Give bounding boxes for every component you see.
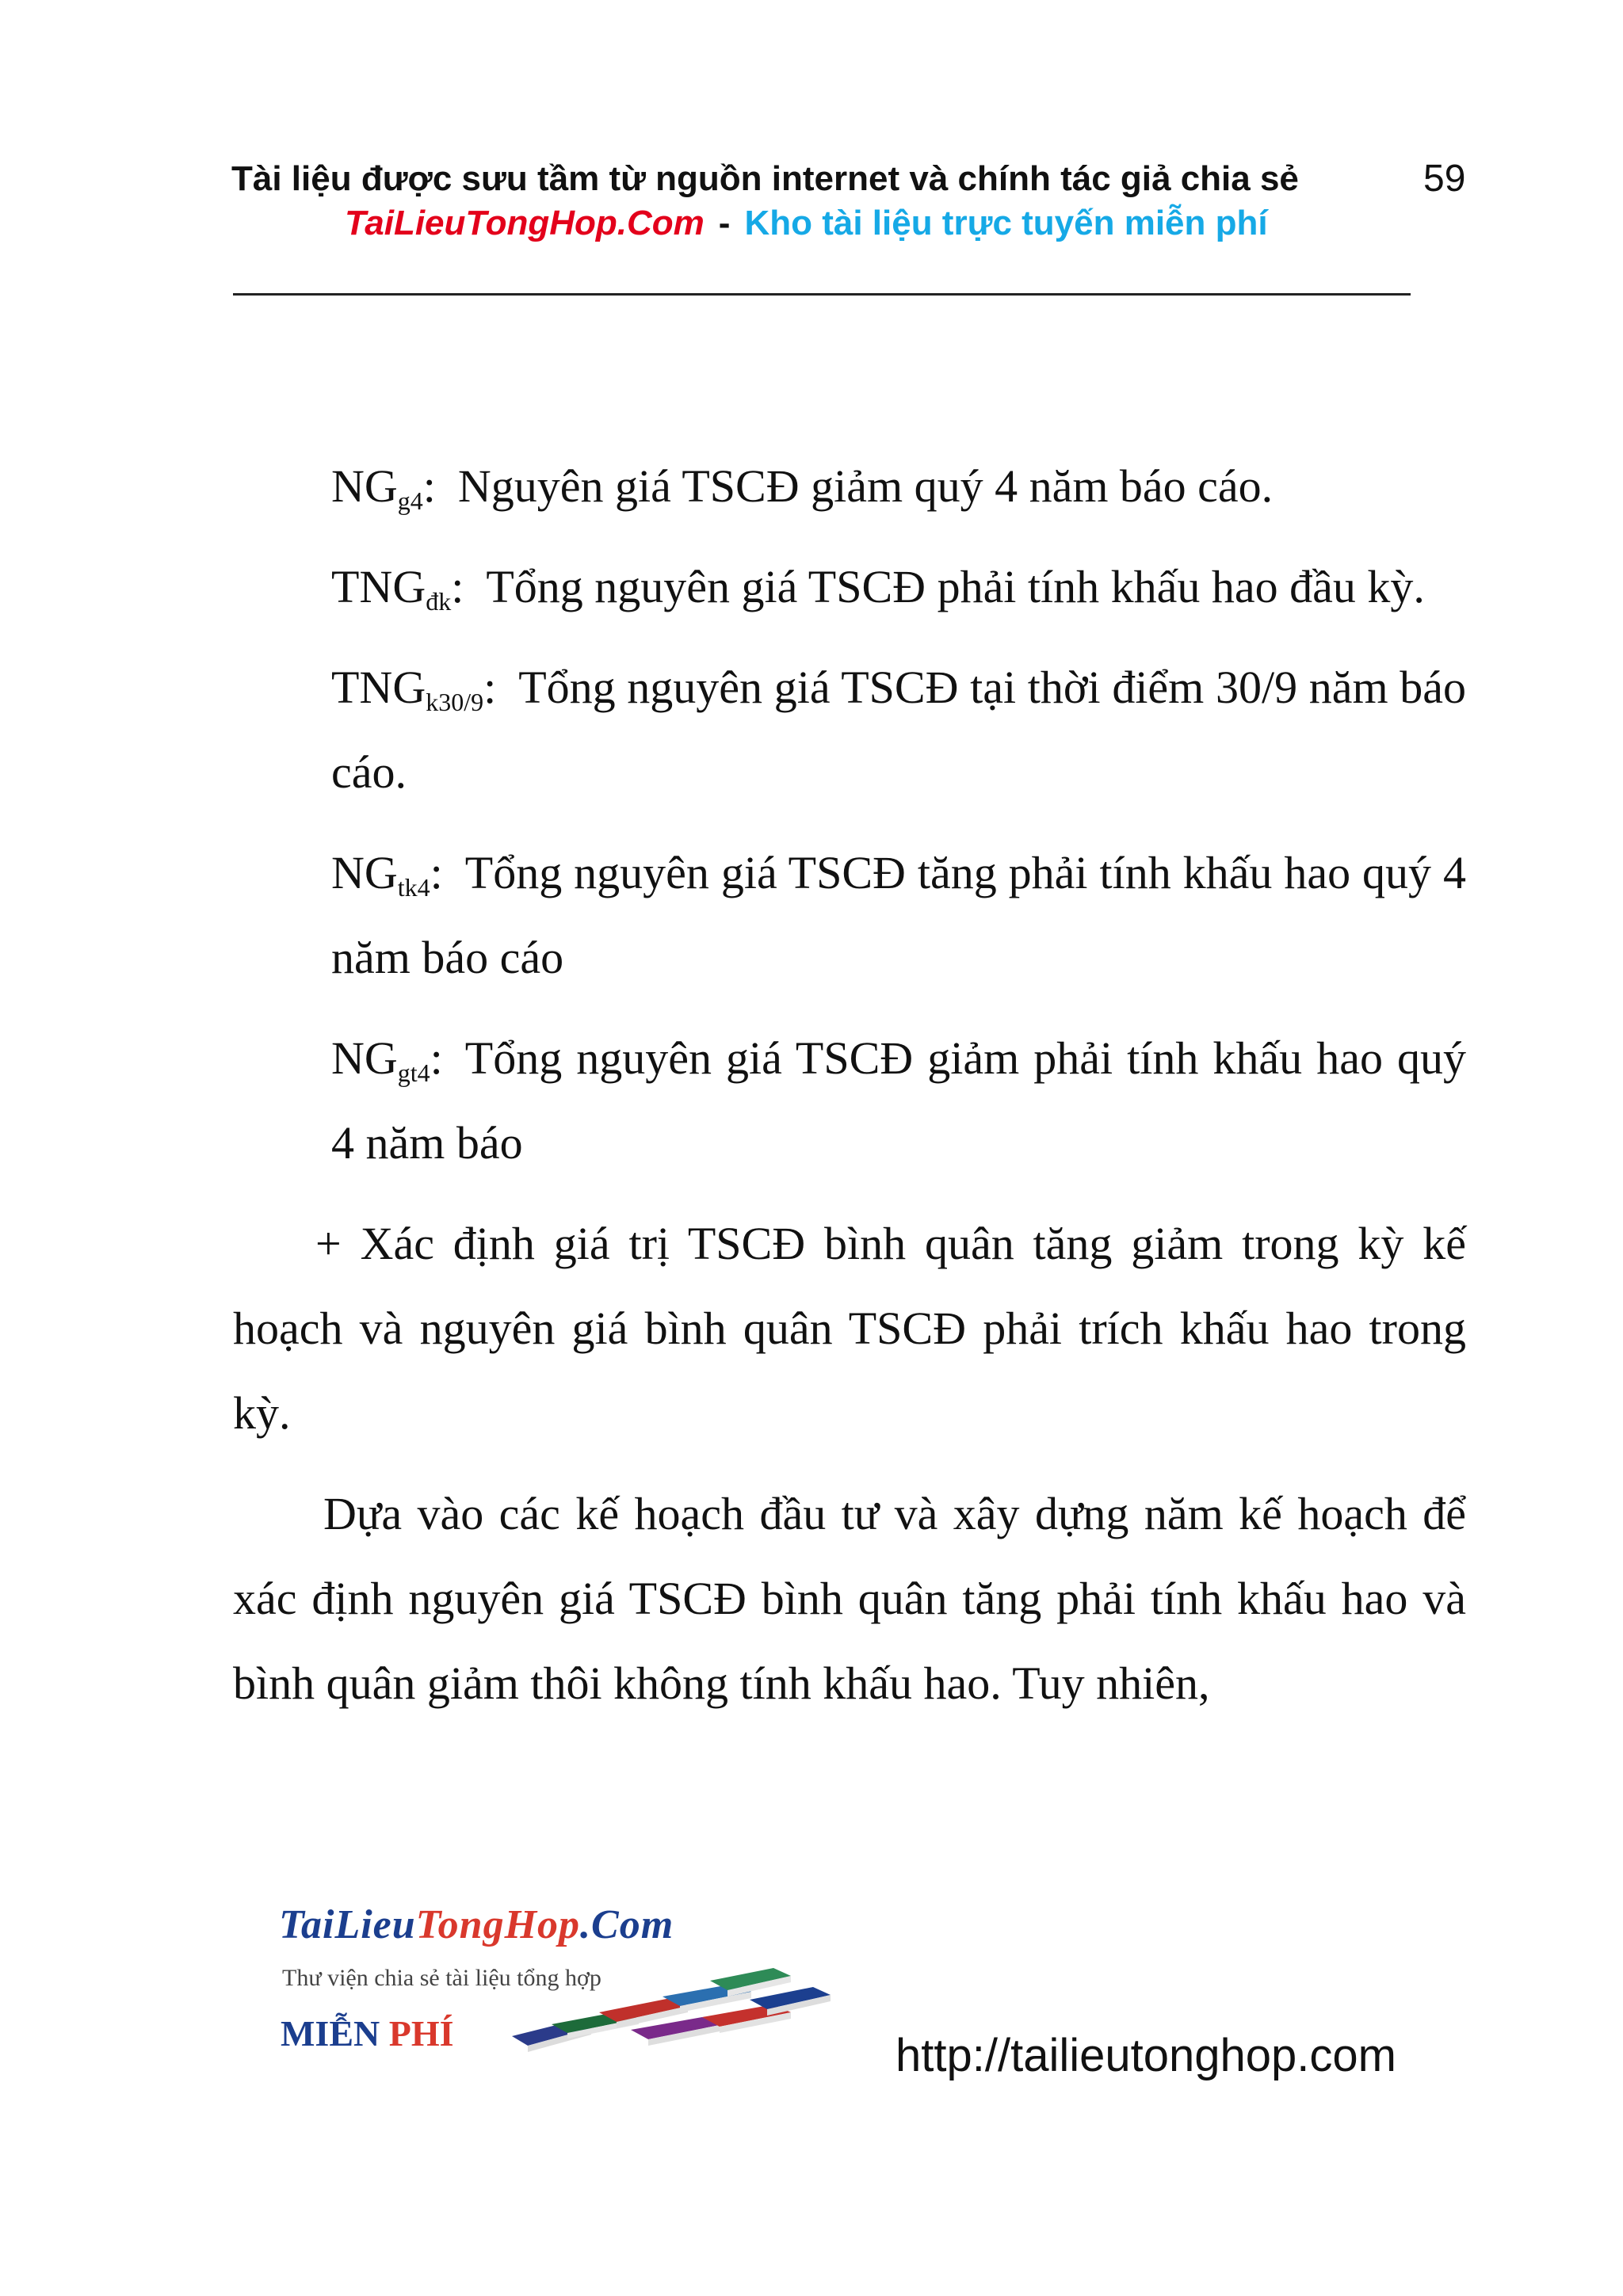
document-body (233, 444, 1466, 1726)
page-header (231, 154, 1468, 204)
header-brand-line (345, 198, 1268, 249)
definition-colon: : (483, 662, 497, 713)
definition-colon: : (422, 460, 436, 512)
definition-text: Nguyên giá TSCĐ giảm quý 4 năm báo cáo. (457, 460, 1274, 512)
header-tagline: Kho tài liệu trực tuyến miễn phí (744, 204, 1268, 242)
logo-subtitle: Thư viện chia sẻ tài liệu tổng hợp (282, 1965, 601, 1991)
body-paragraph: Dựa vào các kế hoạch đầu tư và xây dựng năm kế hoạch để xác định nguyên giá TSCĐ bình quân tăng phải tính khấu hao và bình quân giảm thôi không tính khấu hao. Tuy nhiên, (233, 1488, 1466, 1709)
definition-colon: : (430, 847, 443, 898)
definition-subscript: g4 (397, 486, 423, 515)
definition-text: Tổng nguyên giá TSCĐ tăng phải tính khấu hao quý 4 năm báo cáo (331, 847, 1466, 983)
definition-item (233, 645, 1466, 814)
definition-subscript: k30/9 (426, 688, 484, 716)
footer-logo[interactable] (274, 1901, 892, 2092)
definition-subscript: gt4 (397, 1058, 430, 1087)
definition-item (233, 830, 1466, 1000)
page-number: 59 (1423, 158, 1466, 200)
definition-subscript: tk4 (397, 873, 430, 902)
definition-colon: : (451, 561, 464, 612)
definition-text: Tổng nguyên giá TSCĐ phải tính khấu hao đầu kỳ. (486, 561, 1425, 612)
header-source-note: Tài liệu được sưu tầm từ nguồn internet và chính tác giả chia sẻ (231, 159, 1299, 198)
definition-term: TNG (331, 561, 426, 612)
logo-free-label: MIỄN PHÍ (281, 2013, 454, 2054)
definition-term: NG (331, 1032, 398, 1084)
body-paragraph: + Xác định giá trị TSCĐ bình quân tăng giảm trong kỳ kế hoạch và nguyên giá bình quân TSCĐ phải trích khấu hao trong kỳ. (233, 1218, 1466, 1439)
definition-colon: : (430, 1032, 443, 1084)
definition-item (233, 1016, 1466, 1185)
definition-term: TNG (331, 662, 426, 713)
definition-item (233, 444, 1466, 528)
definition-text: Tổng nguyên giá TSCĐ giảm phải tính khấu hao quý 4 năm báo (331, 1032, 1466, 1169)
books-icon (512, 1949, 845, 2068)
definition-term: NG (331, 847, 398, 898)
definition-item (233, 544, 1466, 629)
definition-subscript: đk (426, 587, 452, 616)
header-brand: TaiLieuTongHop.Com (345, 204, 705, 242)
definition-term: NG (331, 460, 398, 512)
header-divider (233, 293, 1411, 296)
logo-wordmark: TaiLieuTongHop.Com (279, 1902, 674, 1947)
footer-url-link[interactable]: http://tailieutonghop.com (896, 2030, 1396, 2081)
header-separator: - (718, 204, 731, 242)
definition-text: Tổng nguyên giá TSCĐ tại thời điểm 30/9 năm báo cáo. (331, 662, 1466, 798)
